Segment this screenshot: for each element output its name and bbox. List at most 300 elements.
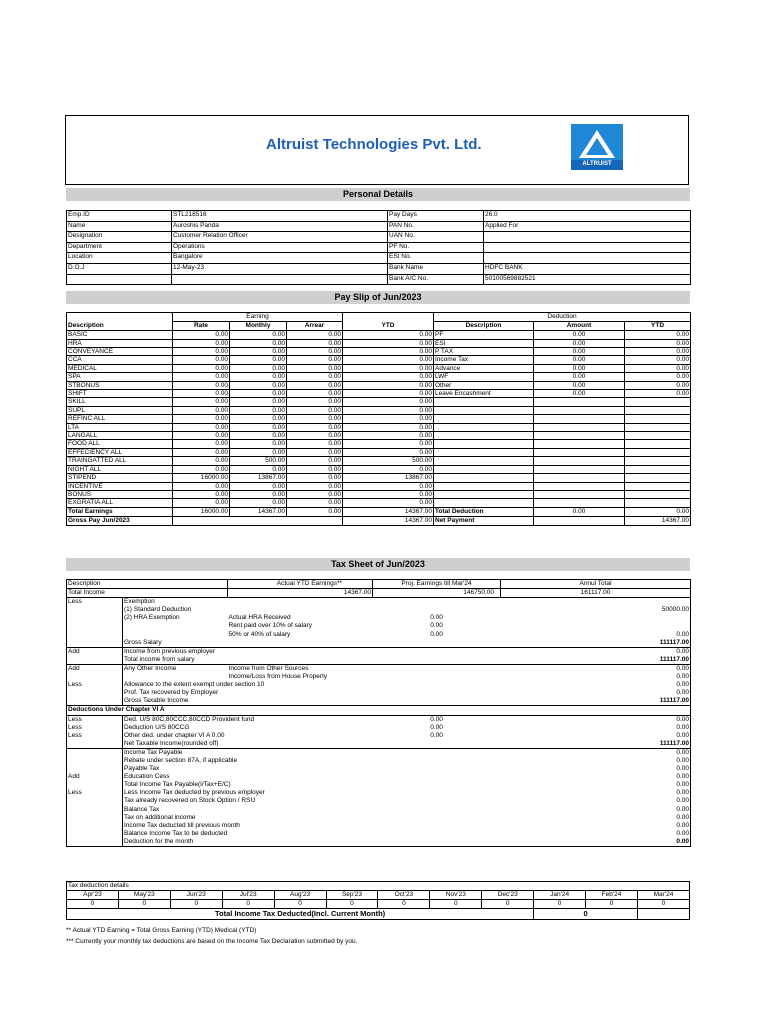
earning-cell: TRAINGATTED ALL [67,457,173,465]
tax-cell [228,639,373,648]
deduction-cell: 0.00 [534,390,625,398]
tax-cell: 0.00 [676,837,690,845]
personal-cell: PAN No. [388,221,484,232]
earning-row [67,356,691,364]
blank [625,457,691,465]
tax-cell: 111117.00 [659,655,690,663]
tax-cell [67,765,123,773]
month-label: Aug'23 [274,891,326,900]
tax-cell: Less [67,598,123,607]
deduction-cell: 0.00 [625,390,691,398]
tax-cell: 0.00 [501,748,691,757]
personal-cell: Name [67,221,172,232]
personal-row [67,232,691,243]
tax-cell: 50% or 40% of salary [228,630,291,638]
tax-cell: 0.00 [676,773,690,781]
deduction-cell: 0.00 [534,331,625,339]
tax-cell [373,606,501,614]
earning-cell: 0.00 [343,390,434,398]
blank [625,423,691,431]
deduction-cell: 0.00 [625,356,691,364]
tax-row [67,622,691,630]
taxsheet-heading: Tax Sheet of Jun/2023 [66,558,690,571]
earning-cell: 0.00 [287,448,343,456]
earning-group-label: Earning [173,313,343,322]
tax-cell: 111117.00 [659,697,690,705]
tax-cell: 0.00 [676,756,690,764]
tax-cell: Less [67,789,123,797]
blank [434,432,534,440]
tax-row [67,681,691,689]
personal-cell: Operations [172,242,388,253]
blank [534,465,625,473]
total-earnings-cell: 0.00 [287,507,343,516]
personal-cell: ESI No. [388,253,484,264]
tax-cell [67,606,123,614]
tax-cell [373,647,501,656]
earning-cell: 0.00 [287,490,343,498]
earning-row [67,490,691,498]
personal-cell: Pay Days [388,211,484,222]
total-earnings-cell: 14367.00 [343,507,434,516]
tax-cell: 0.00 [676,789,690,797]
blank [173,516,343,525]
earning-cell: 13867.00 [343,474,434,482]
tax-row [67,656,691,665]
earning-cell: 0.00 [287,339,343,347]
earning-cell: 0.00 [173,348,230,356]
blank [534,490,625,498]
blank [67,313,173,322]
months-row [67,891,690,900]
tax-cell: 0.00 [676,805,690,813]
earning-cell: 0.00 [287,348,343,356]
tax-row [67,830,691,838]
tax-cell [67,757,123,765]
tax-cell [67,797,123,805]
total-income-label: Total Income [67,589,228,598]
tax-cell: Actual HRA Received [228,614,291,622]
earning-cell: 0.00 [173,390,230,398]
tax-cell: Other ded. under chapter VI A 0.00 [124,731,225,739]
column-header: Description [67,322,173,331]
deduction-cell: 0.00 [534,373,625,381]
earning-cell: 0.00 [343,440,434,448]
earning-cell: 0.00 [287,390,343,398]
earning-cell: 0.00 [287,465,343,473]
tax-row [67,673,691,681]
month-value: 0 [637,900,689,909]
blank [625,398,691,406]
tax-cell [373,740,501,749]
personal-cell: Auroshis Panda [172,221,388,232]
earning-cell: 500.00 [230,457,287,465]
earning-cell: MEDICAL [67,364,173,372]
column-header: Arrear [287,322,343,331]
tax-cell: 0.00 [676,797,690,805]
tax-row [67,715,691,724]
earning-cell: 0.00 [287,381,343,389]
tax-row [67,631,691,639]
earning-cell: 0.00 [230,490,287,498]
tax-row [67,789,691,797]
tax-cell [67,697,123,706]
blank [434,398,534,406]
earning-cell: 0.00 [343,406,434,414]
tax-header: Description [68,580,101,587]
earning-cell: 0.00 [173,331,230,339]
earning-cell: 0.00 [230,364,287,372]
tax-cell: 0.00 [676,781,690,789]
blank [534,499,625,507]
blank [534,482,625,490]
personal-cell: Location [67,253,172,264]
earning-cell: 0.00 [173,415,230,423]
tax-cell: 0.00 [430,622,443,630]
earning-cell: 0.00 [343,482,434,490]
blank [637,909,689,920]
personal-cell: Emp.ID [67,211,172,222]
personal-cell: Bangalore [172,253,388,264]
earning-cell: 0.00 [230,465,287,473]
earning-row [67,415,691,423]
tax-cell: Income Tax Payable [123,748,501,757]
total-income-cell: 146750.00 [373,589,501,598]
payslip-group-row [67,313,691,322]
blank [534,516,625,525]
personal-cell: Applied For [484,221,691,232]
personal-cell [484,253,691,264]
total-deduction-cell: 0.00 [534,507,625,516]
tax-cell [67,614,123,622]
tax-cell: 0.00 [373,715,501,724]
earning-cell: 0.00 [230,482,287,490]
earning-cell: SPA [67,373,173,381]
earning-cell: NIGHT ALL [67,465,173,473]
month-value: 0 [482,900,534,909]
blank [625,448,691,456]
blank [434,423,534,431]
earning-cell: 0.00 [173,398,230,406]
tax-header: Annul Total [501,580,691,589]
tax-cell [373,598,501,607]
month-value: 0 [430,900,482,909]
earning-cell: 0.00 [230,331,287,339]
tax-cell [228,606,373,614]
personal-cell: UAN No. [388,232,484,243]
blank [625,406,691,414]
total-income-cell: 14367.00 [228,589,373,598]
blank [534,440,625,448]
tax-cell: 0.00 [501,647,691,656]
tax-cell [373,681,501,689]
tax-cell: 0.00 [676,681,690,689]
tax-cell [67,740,123,749]
blank [434,474,534,482]
month-label: May'23 [118,891,170,900]
earning-cell: 0.00 [230,432,287,440]
tax-cell: 0.00 [430,630,443,638]
earning-cell: BONUS [67,490,173,498]
tax-cell [373,673,501,681]
personal-details-table [66,210,691,285]
tax-row [67,724,691,732]
earning-cell: 0.00 [173,465,230,473]
blank [343,313,434,322]
earning-row [67,474,691,482]
earning-cell: 0.00 [230,356,287,364]
personal-cell: HDFC BANK [484,263,691,274]
tax-row [67,606,691,614]
personal-cell: Designation [67,232,172,243]
earning-cell: EXGRATIA ALL [67,499,173,507]
earning-cell: 0.00 [230,373,287,381]
tax-cell: 0.00 [676,731,690,739]
earning-cell: 0.00 [287,474,343,482]
total-income-cell: 161117.00 [501,589,691,598]
tax-row [67,757,691,765]
earning-cell: 0.00 [230,440,287,448]
earning-cell: 0.00 [343,490,434,498]
tax-cell: 0.00 [676,765,690,773]
logo-text: ALTRUIST [582,161,612,167]
earning-cell: INCENTIVE [67,482,173,490]
total-tds-value: 0 [534,909,638,920]
tax-cell [67,838,123,847]
month-value: 0 [67,900,119,909]
chapter-heading: Deductions Under Chapter VI A [67,706,691,715]
earning-cell: 0.00 [173,381,230,389]
month-value: 0 [274,900,326,909]
total-income-row [67,589,691,598]
earning-cell: 0.00 [343,364,434,372]
tax-row [67,740,691,749]
tax-row [67,697,691,706]
tax-cell [373,639,501,648]
taxsheet-table [66,579,691,847]
month-value: 0 [326,900,378,909]
deduction-cell: 0.00 [534,348,625,356]
earning-cell: 0.00 [173,364,230,372]
earning-cell: 0.00 [173,482,230,490]
tax-cell: 111117.00 [659,638,690,646]
earning-cell: STIPEND [67,474,173,482]
tax-header: Actual YTD Earnings** [228,580,373,589]
blank [534,448,625,456]
earning-cell: STBONUS [67,381,173,389]
tax-row [67,822,691,830]
month-value: 0 [378,900,430,909]
month-label: Feb'24 [586,891,638,900]
gross-pay-row [67,516,691,525]
earning-row [67,348,691,356]
earning-row [67,331,691,339]
tax-cell: (1) Standard Deduction [124,606,192,614]
personal-cell: 26.0 [484,211,691,222]
tax-row [67,765,691,773]
earning-row [67,406,691,414]
tax-cell [67,830,123,838]
personal-cell: STL218516 [172,211,388,222]
earning-cell: 0.00 [287,356,343,364]
tax-cell: 0.00 [676,829,690,837]
column-header: YTD [625,322,691,331]
column-header: Description [434,322,534,331]
earning-cell: 0.00 [173,448,230,456]
tax-cell: Add [67,664,123,673]
blank [434,482,534,490]
tax-cell: Less [67,715,123,724]
month-label: Nov'23 [430,891,482,900]
deduction-cell: LWF [434,373,534,381]
month-value: 0 [586,900,638,909]
earning-cell: 0.00 [230,448,287,456]
earning-cell: 0.00 [173,432,230,440]
tds-heading: Tax deduction details [68,882,129,889]
earning-row [67,339,691,347]
tax-cell [67,748,123,757]
earning-row [67,440,691,448]
earning-row [67,373,691,381]
earning-row [67,457,691,465]
personal-cell [172,274,388,285]
tax-cell [228,656,373,665]
earning-cell: 0.00 [287,440,343,448]
total-earnings-cell: 14367.00 [230,507,287,516]
tax-cell: Allowance to the extent exempt under section 10 [124,681,265,689]
tax-cell [228,689,373,697]
personal-cell [484,232,691,243]
tax-header-row [67,580,691,589]
tax-cell: Deduction for the month [124,837,194,845]
tax-header: Proj. Earnings till Mar'24 [373,580,501,589]
month-label: Jun'23 [170,891,222,900]
earning-cell: 0.00 [173,440,230,448]
month-label: Apr'23 [67,891,119,900]
deduction-cell: 0.00 [625,373,691,381]
tax-cell: Total Income Tax Payable(I/Tax+E/C) [124,781,231,789]
blank [434,440,534,448]
tax-row [67,797,691,805]
month-value: 0 [534,900,586,909]
personal-cell: 12-May-23 [172,263,388,274]
earning-cell: 0.00 [287,457,343,465]
tax-cell: 0.00 [430,614,443,622]
blank [534,457,625,465]
tax-row [67,781,691,789]
blank [534,474,625,482]
earning-cell: 0.00 [343,331,434,339]
tax-cell: Less [67,681,123,689]
tax-cell: Education Cess [124,773,170,781]
tax-cell: 50000.00 [661,606,690,614]
earning-cell: 0.00 [343,381,434,389]
tax-cell [67,806,123,814]
earning-cell: 0.00 [343,465,434,473]
deduction-cell: 0.00 [625,339,691,347]
deduction-group-label: Deduction [434,313,691,322]
company-name: Altruist Technologies Pvt. Ltd. [266,136,482,153]
earning-cell: SHIFT [67,390,173,398]
payslip-header-row [67,322,691,331]
blank [625,415,691,423]
deduction-cell: Income Tax [434,356,534,364]
earning-row [67,499,691,507]
month-value: 0 [170,900,222,909]
earning-cell: 0.00 [287,499,343,507]
earning-cell: 0.00 [173,373,230,381]
tax-cell: 0.00 [501,715,691,724]
tds-heading-row [67,882,690,891]
total-deduction-cell: 0.00 [625,507,691,516]
deduction-cell: Advance [434,364,534,372]
earning-row [67,423,691,431]
blank [434,406,534,414]
earning-cell: HRA [67,339,173,347]
earning-cell: 0.00 [230,415,287,423]
earning-cell: 0.00 [287,373,343,381]
tax-cell: Deduction U/S 80CCG [124,723,190,731]
deduction-cell: 0.00 [534,339,625,347]
tax-row [67,598,691,607]
earning-cell: 500.00 [343,457,434,465]
earning-row [67,432,691,440]
tax-cell: Net Taxable Income(rounded off) [124,739,219,747]
tax-cell [67,656,123,665]
earning-row [67,482,691,490]
earning-row [67,364,691,372]
note-declaration: *** Currently your monthly tax deductions are based on the Income Tax Declaration submitted by you. [66,938,358,945]
tax-cell: Prof. Tax recovered by Employer [124,689,219,697]
column-header: Monthly [230,322,287,331]
month-label: Mar'24 [637,891,689,900]
earning-cell: 0.00 [173,423,230,431]
earning-cell: 0.00 [173,490,230,498]
total-deduction-cell: Total Deduction [434,507,534,516]
month-label: Sep'23 [326,891,378,900]
tax-cell: Tax on additional income [124,813,196,821]
tax-cell [501,598,691,607]
earning-row [67,390,691,398]
tax-cell [67,781,123,789]
earning-cell: 0.00 [287,331,343,339]
personal-cell: PF No. [388,242,484,253]
earning-cell: 0.00 [343,339,434,347]
earning-row [67,448,691,456]
tax-cell [123,673,228,681]
tax-cell [373,697,501,706]
earning-cell: 0.00 [343,398,434,406]
tax-cell [501,622,691,630]
earning-cell: LANGALL [67,432,173,440]
earning-row [67,381,691,389]
tax-cell: Balance Income Tax to be deducted [124,829,228,837]
tax-cell: 111117.00 [659,739,690,747]
tax-cell: Income from Other Sources [228,664,373,673]
earning-cell: BASIC [67,331,173,339]
earning-cell: 16000.00 [173,474,230,482]
earning-cell: FOOD ALL [67,440,173,448]
tax-cell: Income/Loss from House Property [228,673,328,681]
tax-cell: 0.00 [676,673,690,681]
column-header: Rate [173,322,230,331]
altruist-logo-icon [571,124,623,170]
tax-cell [67,814,123,822]
earning-cell: LTA [67,423,173,431]
earning-cell: 0.00 [343,423,434,431]
tax-cell: Add [67,647,123,656]
tax-cell: Less [67,724,123,732]
